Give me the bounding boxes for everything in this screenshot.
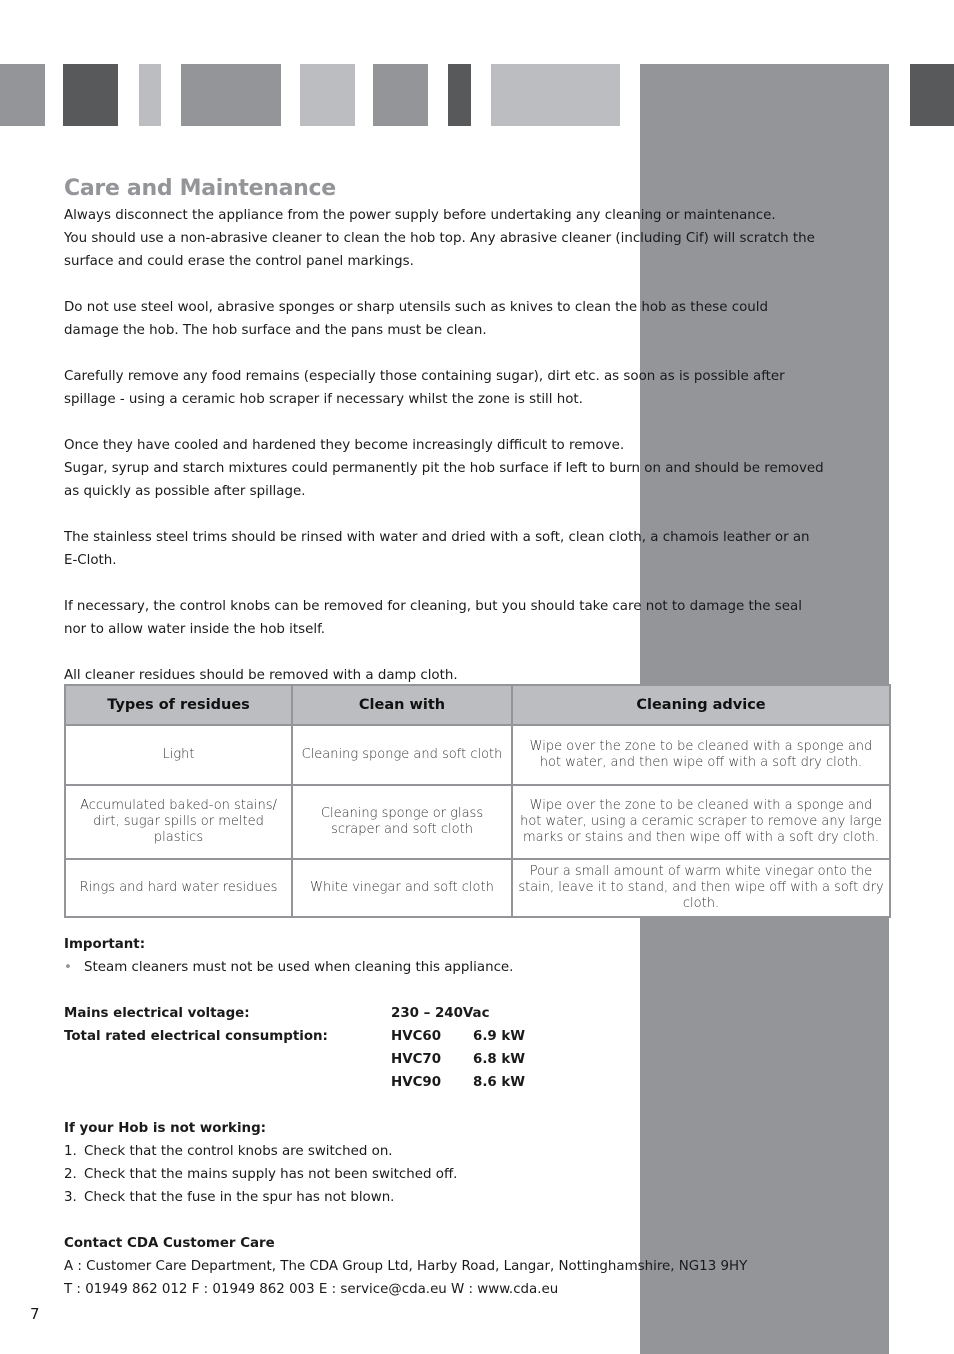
- page-title: Care and Maintenance: [64, 176, 336, 201]
- bullet-icon: •: [64, 960, 72, 975]
- header-types-of-residues: Types of residues: [65, 685, 292, 725]
- paragraph-residues: All cleaner residues should be removed with a damp cloth.: [64, 668, 458, 683]
- list-item: [64, 1140, 824, 1163]
- header-block-9: [910, 64, 954, 126]
- header-block-8: [491, 64, 620, 126]
- header-block-5: [300, 64, 355, 126]
- model-power: 6.9 kW: [473, 1029, 526, 1044]
- spec-model-row: [64, 1048, 824, 1071]
- list-item-text: Check that the fuse in the spur has not blown.: [84, 1190, 395, 1205]
- header-block-1: [0, 64, 45, 126]
- header-block-4: [181, 64, 281, 126]
- table-header-row: [65, 685, 890, 725]
- header-cleaning-advice: Cleaning advice: [512, 685, 890, 725]
- contact-phones: T : 01949 862 012 F : 01949 862 003 E : service@cda.eu W : www.cda.eu: [64, 1282, 559, 1297]
- list-item: [64, 1163, 824, 1186]
- table-cell: Cleaning sponge and soft cloth: [292, 725, 512, 785]
- list-item: [64, 956, 824, 979]
- paragraph-stainless: The stainless steel trims should be rinsed with water and dried with a soft, clean cloth, a chamois leather or an E-Cloth.: [64, 530, 810, 568]
- paragraph-disconnect: Always disconnect the appliance from the power supply before undertaking any cleaning or maintenance.: [64, 208, 776, 223]
- table-cell: White vinegar and soft cloth: [292, 859, 512, 917]
- spec-voltage-row: [64, 1002, 824, 1025]
- voltage-value: 230 – 240Vac: [391, 1006, 490, 1021]
- lower-section: [64, 933, 824, 1301]
- table-row: [65, 859, 890, 917]
- table-cell: Rings and hard water residues: [65, 859, 292, 917]
- list-number: 1.: [64, 1144, 77, 1159]
- important-item-text: Steam cleaners must not be used when cleaning this appliance.: [84, 960, 514, 975]
- table-cell: Accumulated baked-on stains/ dirt, sugar spills or melted plastics: [65, 785, 292, 859]
- paragraph-cooled: Once they have cooled and hardened they become increasingly difficult to remove.: [64, 438, 625, 453]
- voltage-label: Mains electrical voltage:: [64, 1006, 250, 1021]
- header-block-7: [448, 64, 471, 126]
- header-clean-with: Clean with: [292, 685, 512, 725]
- list-number: 2.: [64, 1167, 77, 1182]
- spec-consumption-row: [64, 1025, 824, 1048]
- important-heading: Important:: [64, 937, 146, 952]
- paragraph-steel-wool: Do not use steel wool, abrasive sponges or sharp utensils such as knives to clean the hob as these could damage the hob. The hob surface and the pans must be clean.: [64, 300, 768, 338]
- contact-address: A : Customer Care Department, The CDA Group Ltd, Harby Road, Langar, Nottinghamshire, NG13 9HY: [64, 1259, 748, 1274]
- table-cell: Wipe over the zone to be cleaned with a sponge and hot water, using a ceramic scraper to remove any large marks or stains and then wipe off with a soft dry cloth.: [512, 785, 890, 859]
- not-working-heading: If your Hob is not working:: [64, 1121, 267, 1136]
- list-item: [64, 1186, 824, 1209]
- header-block-2: [63, 64, 118, 126]
- table-cell: Pour a small amount of warm white vinegar onto the stain, leave it to stand, and then wipe off with a soft dry cloth.: [512, 859, 890, 917]
- contact-heading: Contact CDA Customer Care: [64, 1236, 275, 1251]
- paragraph-non-abrasive: You should use a non-abrasive cleaner to clean the hob top. Any abrasive cleaner (including Cif) will scratch the surface and could erase the control panel markings.: [64, 231, 815, 269]
- residues-table: [64, 684, 891, 918]
- consumption-label: Total rated electrical consumption:: [64, 1029, 328, 1044]
- model-power: 6.8 kW: [473, 1052, 526, 1067]
- table-cell: Cleaning sponge or glass scraper and soft cloth: [292, 785, 512, 859]
- list-number: 3.: [64, 1190, 77, 1205]
- paragraph-food-remains: Carefully remove any food remains (especially those containing sugar), dirt etc. as soon as is possible after spillage - using a ceramic hob scraper if necessary whilst the zone is still hot.: [64, 369, 785, 407]
- model-power: 8.6 kW: [473, 1075, 526, 1090]
- list-item-text: Check that the control knobs are switched on.: [84, 1144, 393, 1159]
- care-maintenance-section: [64, 176, 824, 687]
- list-item-text: Check that the mains supply has not been switched off.: [84, 1167, 458, 1182]
- model-name: HVC60: [391, 1029, 442, 1044]
- table-cell: Light: [65, 725, 292, 785]
- paragraph-knobs: If necessary, the control knobs can be removed for cleaning, but you should take care not to damage the seal nor to allow water inside the hob itself.: [64, 599, 802, 637]
- table-cell: Wipe over the zone to be cleaned with a sponge and hot water, and then wipe off with a soft dry cloth.: [512, 725, 890, 785]
- header-block-3: [139, 64, 161, 126]
- paragraph-sugar: Sugar, syrup and starch mixtures could permanently pit the hob surface if left to burn on and should be removed as quickly as possible after spillage.: [64, 461, 824, 499]
- header-block-6: [373, 64, 428, 126]
- model-name: HVC70: [391, 1052, 442, 1067]
- model-name: HVC90: [391, 1075, 442, 1090]
- spec-model-row: [64, 1071, 824, 1094]
- page-number: 7: [30, 1305, 40, 1323]
- table-row: [65, 785, 890, 859]
- table-row: [65, 725, 890, 785]
